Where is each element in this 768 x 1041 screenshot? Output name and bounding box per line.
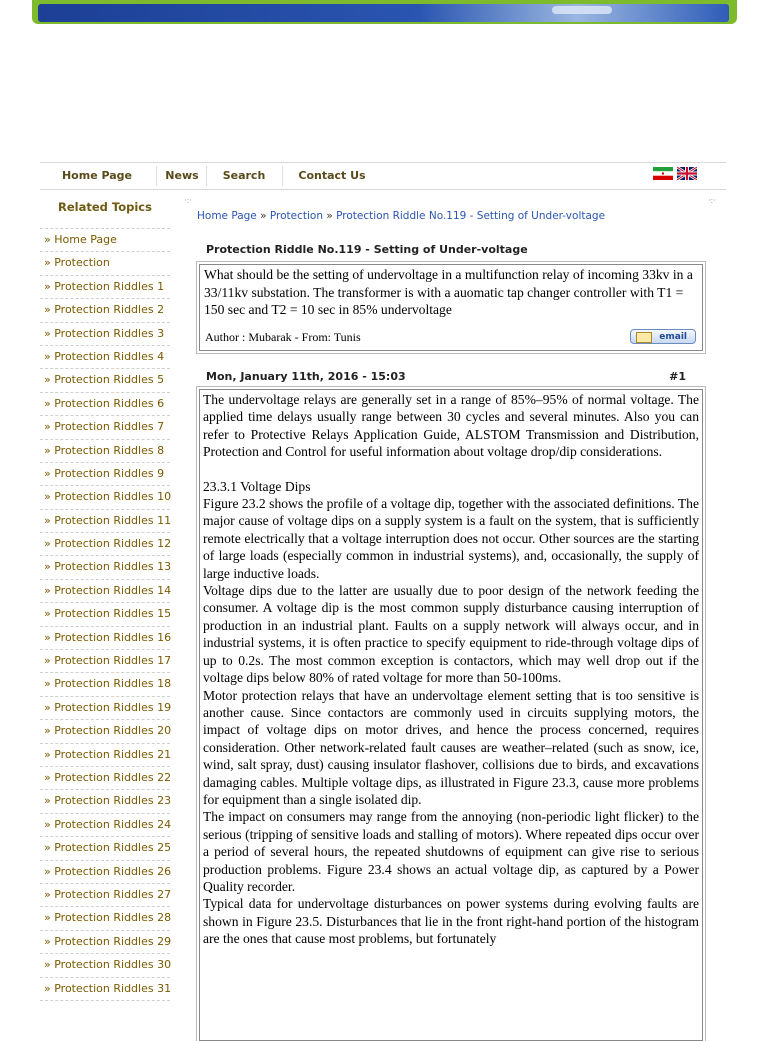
sidebar-item[interactable]: » Protection Riddles 22 bbox=[40, 767, 170, 790]
answer-paragraph: Motor protection relays that have an undervoltage element setting that is too sensitive is another cause. Since contactors are commonly used in circuits supplying motors, the impact of voltage dips on motor drives, and hence the process concerned, requires consideration. Other network-related fault causes are weather–related (such as snow, ice, wind, salt spray, dust) causing insulator flashover, collisions due to birds, and excavations damaging cables. Multiple voltage dips, as illustrated in Figure 23.3, cause more problems for equipment than a single isolated dip. bbox=[203, 687, 699, 807]
sidebar-item[interactable]: » Protection Riddles 13 bbox=[40, 556, 170, 579]
nav-divider bbox=[206, 166, 207, 186]
answer-paragraph: The impact on consumers may range from the annoying (non-periodic light flicker) to the serious (tripping of sensitive loads and stalling of motors). Where repeated dips occur over a period of several hours, the repeated shutdowns of equipment can give rise to serious production problems. Figure 23.4 shows an actual voltage dip, as captured by a Power Quality recorder. bbox=[203, 809, 699, 894]
breadcrumb bbox=[197, 210, 605, 222]
question-text: What should be the setting of undervoltage in a multifunction relay of incoming 33kv in a 33/11kv substation. The transformer is with a auomatic tap changer controller with T1 = 150 sec and T2 = 10 sec in 85% undervoltage bbox=[204, 267, 693, 317]
flag-iran-icon[interactable] bbox=[653, 167, 673, 180]
breadcrumb-current[interactable]: Protection Riddle No.119 - Setting of Under-voltage bbox=[336, 210, 606, 222]
sidebar-item[interactable]: » Protection Riddles 28 bbox=[40, 907, 170, 930]
sidebar-item[interactable]: » Protection Riddles 24 bbox=[40, 814, 170, 837]
sidebar-item[interactable]: » Protection Riddles 20 bbox=[40, 720, 170, 743]
sidebar-item[interactable]: » Protection Riddles 7 bbox=[40, 416, 170, 439]
answer-header bbox=[206, 370, 686, 383]
nav-contact-us[interactable]: Contact Us bbox=[298, 169, 366, 182]
sidebar-item[interactable]: » Protection Riddles 14 bbox=[40, 580, 170, 603]
answer-box bbox=[199, 389, 703, 1041]
answer-date: Mon, January 11th, 2016 - 15:03 bbox=[206, 370, 406, 383]
sidebar-item[interactable]: » Protection Riddles 27 bbox=[40, 884, 170, 907]
sidebar-item[interactable]: » Protection Riddles 9 bbox=[40, 463, 170, 486]
banner-cloud-decoration bbox=[552, 6, 612, 14]
email-button[interactable] bbox=[630, 329, 696, 344]
corner-dots-decoration: ·:· bbox=[184, 196, 192, 205]
nav-news[interactable]: News bbox=[165, 169, 199, 182]
breadcrumb-separator: » bbox=[260, 210, 267, 222]
nav-divider bbox=[156, 166, 157, 186]
sidebar-item[interactable]: » Protection Riddles 25 bbox=[40, 837, 170, 860]
sidebar-item[interactable]: » Protection Riddles 18 bbox=[40, 673, 170, 696]
breadcrumb-protection[interactable]: Protection bbox=[269, 210, 324, 222]
sidebar-item[interactable]: » Protection Riddles 11 bbox=[40, 510, 170, 533]
answer-number: #1 bbox=[669, 370, 686, 383]
sidebar-item[interactable]: » Protection Riddles 2 bbox=[40, 299, 170, 322]
sidebar-item[interactable]: » Protection Riddles 12 bbox=[40, 533, 170, 556]
question-author: Author : Mubarak - From: Tunis bbox=[205, 330, 361, 344]
sidebar-item[interactable]: » Protection Riddles 6 bbox=[40, 393, 170, 416]
sidebar-item[interactable]: » Protection Riddles 29 bbox=[40, 931, 170, 954]
sidebar-item[interactable]: » Protection Riddles 3 bbox=[40, 323, 170, 346]
sidebar-item[interactable]: » Protection Riddles 21 bbox=[40, 744, 170, 767]
answer-paragraph: Voltage dips due to the latter are usually due to poor design of the network feeding the consumer. A voltage dip is the most common supply disturbance causing interruption of production in an industrial plant. Faults on a supply network will always occur, and in industrial systems, it is often practice to specify equipment to ride-through voltage dips of up to 0.2s. The most common exception is contactors, which may well drop out if the voltage dips below 80% of rated voltage for more than 50-100ms. bbox=[203, 583, 699, 686]
nav-home-page[interactable]: Home Page bbox=[61, 169, 133, 182]
nav-divider bbox=[282, 166, 283, 186]
sidebar-item[interactable]: » Protection Riddles 17 bbox=[40, 650, 170, 673]
answer-paragraph: Typical data for undervoltage disturbances on power systems during evolving faults are shown in Figure 23.5. Disturbances that lie in the front right-hand portion of the histogram are the ones that cause most problems, but fortunately bbox=[203, 896, 699, 947]
sidebar-item[interactable]: » Protection Riddles 16 bbox=[40, 627, 170, 650]
answer-paragraph: The undervoltage relays are generally set in a range of 85%–95% of normal voltage. The applied time delays usually range between 30 cycles and several minutes. Also you can refer to Protective Relays Application Guide, ALSTOM Transmission and Distribution, Protection and Control for useful information about voltage drop/dip considerations. bbox=[203, 392, 699, 460]
answer-paragraph: 23.3.1 Voltage Dips bbox=[203, 478, 311, 494]
banner-image bbox=[38, 4, 729, 22]
nav-search[interactable]: Search bbox=[222, 169, 266, 182]
related-topics-list bbox=[40, 228, 170, 1001]
sidebar-item[interactable]: » Protection Riddles 8 bbox=[40, 440, 170, 463]
flag-uk-icon[interactable] bbox=[677, 167, 697, 180]
related-topics-heading: Related Topics bbox=[58, 200, 152, 214]
sidebar-item[interactable]: » Protection Riddles 15 bbox=[40, 603, 170, 626]
sidebar-item[interactable]: » Protection Riddles 31 bbox=[40, 978, 170, 1001]
breadcrumb-separator: » bbox=[326, 210, 333, 222]
top-navigation bbox=[40, 162, 726, 190]
question-box bbox=[199, 264, 703, 351]
sidebar-item[interactable]: » Home Page bbox=[40, 228, 170, 252]
corner-dots-decoration: ·:· bbox=[708, 196, 716, 205]
envelope-icon bbox=[636, 332, 652, 343]
sidebar-item[interactable]: » Protection Riddles 5 bbox=[40, 369, 170, 392]
sidebar-item[interactable]: » Protection bbox=[40, 252, 170, 275]
breadcrumb-home[interactable]: Home Page bbox=[197, 210, 257, 222]
answer-paragraph bbox=[203, 461, 699, 478]
page-title: Protection Riddle No.119 - Setting of Under-voltage bbox=[206, 243, 528, 256]
email-button-label: email bbox=[659, 332, 687, 342]
sidebar-item[interactable]: » Protection Riddles 1 bbox=[40, 276, 170, 299]
sidebar-item[interactable]: » Protection Riddles 26 bbox=[40, 861, 170, 884]
answer-text bbox=[200, 390, 702, 948]
site-banner bbox=[32, 0, 737, 24]
sidebar-item[interactable]: » Protection Riddles 4 bbox=[40, 346, 170, 369]
sidebar-item[interactable]: » Protection Riddles 23 bbox=[40, 790, 170, 813]
sidebar-item[interactable]: » Protection Riddles 30 bbox=[40, 954, 170, 977]
sidebar-item[interactable]: » Protection Riddles 10 bbox=[40, 486, 170, 509]
sidebar-item[interactable]: » Protection Riddles 19 bbox=[40, 697, 170, 720]
answer-paragraph: Figure 23.2 shows the profile of a voltage dip, together with the associated definitions. The major cause of voltage dips on a supply system is a fault on the system, that is sufficiently remote electrically that a voltage interruption does not occur. Other sources are the starting of large loads (especially common in industrial systems), and, occasionally, the supply of large inductive loads. bbox=[203, 496, 699, 581]
